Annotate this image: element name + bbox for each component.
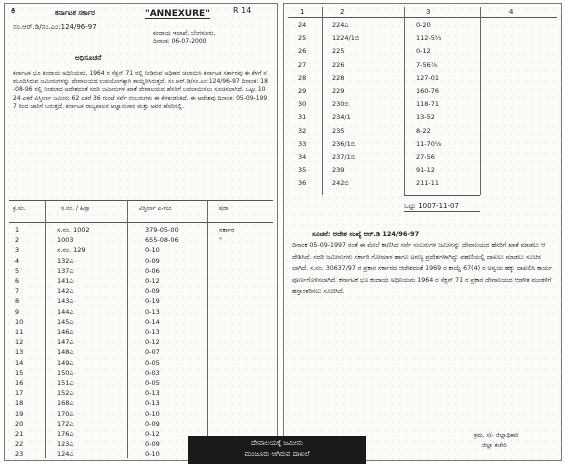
row-area: 0-05 [145, 379, 160, 387]
row-survey-number: 170ಎ [57, 409, 74, 418]
row-serial: 17 [15, 389, 24, 398]
row-area: 0-05 [145, 358, 160, 367]
row-serial: 10 [15, 317, 24, 326]
row-area: 0-12 [145, 338, 160, 347]
row-area: 0-14 [145, 317, 160, 326]
annexure-title: "ANNEXURE" [145, 9, 210, 19]
table-header-sl: ಕ್ರ.ಸಂ. [13, 205, 26, 212]
column-number-1: 1 [300, 8, 305, 16]
table-row [284, 139, 561, 150]
table-row [284, 99, 561, 110]
column-number-3: 3 [426, 8, 431, 16]
document-date: ದಿನಾಂಕ: 06-07-2000 [153, 38, 207, 45]
row-survey-number: 230ಬಿ [332, 100, 349, 109]
row-area: 27-56 [416, 153, 435, 161]
row-survey-number: 148ಎ [57, 348, 74, 357]
table-row [284, 73, 561, 84]
row-area: 0-10 [145, 409, 160, 418]
row-serial: 5 [15, 266, 20, 275]
row-area: 0-12 [145, 277, 160, 285]
office-address: ಕಂದಾಯ ಇಲಾಖೆ, ಬೆಂಗಳೂರು, [153, 30, 216, 37]
row-survey-number: 239 [332, 166, 345, 175]
row-area: 0-13 [145, 399, 160, 408]
row-remarks: " [219, 236, 222, 245]
table-row [284, 46, 561, 57]
table-header-remarks: ಷರಾ [219, 205, 229, 212]
row-survey-number: ಸ.ನಂ. 1002 [57, 226, 90, 234]
row-area: 0-09 [145, 287, 160, 296]
row-serial: 35 [298, 166, 307, 175]
table-row [284, 126, 561, 137]
row-serial: 36 [298, 179, 307, 188]
row-area: 0-06 [145, 266, 160, 275]
table-row [284, 165, 561, 176]
signature-office: ಜಿಲ್ಲಾ ಕಚೇರಿ [482, 442, 507, 449]
row-survey-number: 225 [332, 47, 345, 56]
row-survey-number: 141ಎ [57, 277, 74, 285]
row-survey-number: 228 [332, 73, 345, 82]
row-survey-number: 151ಎ [57, 379, 74, 387]
row-area: 0-09 [145, 419, 160, 428]
row-survey-number: 172ಎ [57, 419, 74, 428]
row-survey-number: 144ಎ [57, 307, 74, 316]
row-area: 0-19 [145, 297, 160, 306]
row-area: 91-12 [416, 166, 435, 175]
row-serial: 24 [298, 21, 307, 29]
row-serial: 29 [298, 87, 307, 95]
row-survey-number: 132ಎ [57, 256, 74, 265]
row-area: 655-08-06 [145, 236, 179, 245]
row-survey-number: 142ಎ [57, 287, 74, 296]
row-area: 8-22 [416, 126, 431, 135]
row-area: 0-10 [145, 246, 160, 255]
row-serial: 6 [15, 277, 20, 285]
row-serial: 8 [15, 297, 20, 306]
row-area: 0-13 [145, 307, 160, 316]
row-survey-number: ಸ.ನಂ. 129 [57, 246, 86, 255]
row-area: 7-56⅞ [416, 60, 438, 69]
row-serial: 15 [15, 368, 24, 377]
row-area: 0-13 [145, 328, 160, 336]
row-survey-number: 236/1ಬಿ [332, 139, 356, 148]
row-area: 160-76 [416, 87, 440, 95]
row-survey-number: 176ಎ [57, 430, 74, 438]
row-area: 0-13 [145, 389, 160, 398]
top-left-mark: ಕಿ [11, 6, 16, 16]
table-top-rule [9, 200, 273, 201]
image-caption [188, 436, 366, 464]
row-serial: 21 [15, 430, 24, 438]
row-serial: 19 [15, 409, 24, 418]
row-area: 0-12 [145, 430, 160, 438]
row-serial: 27 [298, 60, 307, 69]
row-area: 0-07 [145, 348, 160, 357]
row-area: 0-10 [145, 450, 160, 459]
row-serial: 2 [15, 236, 20, 245]
signature: ಕ್ರಮ. ಸ/- ಜಿಲ್ಲಾಧಿಕಾರಿ [474, 432, 519, 439]
row-survey-number: 1224/1ಬಿ [332, 34, 360, 43]
row-serial: 23 [15, 450, 24, 459]
row-serial: 25 [298, 34, 307, 43]
row-serial: 26 [298, 47, 307, 56]
table-row [284, 60, 561, 71]
row-survey-number: 242ಬಿ [332, 179, 349, 188]
row-survey-number: 123ಎ [57, 440, 74, 449]
table-top-rule [288, 17, 557, 18]
row-survey-number: 229 [332, 87, 345, 95]
row-survey-number: 149ಎ [57, 358, 74, 367]
row-serial: 20 [15, 419, 24, 428]
row-survey-number: 235 [332, 126, 345, 135]
row-survey-number: 237/1ಬಿ [332, 153, 356, 161]
table-header-rule [9, 222, 273, 223]
row-serial: 7 [15, 287, 20, 296]
row-area: 127-01 [416, 73, 440, 82]
row-survey-number: 147ಎ [57, 338, 74, 347]
row-area: 112-5⅔ [416, 34, 442, 43]
row-remarks: ಸರ್ಕಾರ [219, 226, 235, 234]
row-survey-number: 146ಎ [57, 328, 74, 336]
row-survey-number: 234/1 [332, 113, 351, 122]
total-underline [404, 211, 480, 212]
row-survey-number: 152ಎ [57, 389, 74, 398]
note-body: ದಿನಾಂಕ 05-09-1997 ರಂತೆ ಈ ಮೇಲೆ ಕಾಣಿಸಿದ ಸರ್ವೆ ನಂಬರುಗಳ ಜಮೀನನ್ನು ದೇವಾಲಯದ ಹೆಸರಿಗೆ ಖಾತೆ ಮಾಡಲು ಆದೇಶಿಸಿದೆ. ಸದರಿ ಜಮೀನುಗಳು ಸರ್ಕಾರಿ ಗೋಮಾಳ ಹಾಗೂ ಅರಣ್ಯ ಪ್ರದೇಶಗಳಾಗಿದ್ದು ಪಹಣಿಯಲ್ಲಿ ದಾಖಲು ಮಾಡಲು ಸೂಚಿಸಲಾಗಿದೆ. ಸ.ನಂ. 30637/97 ರ ಪ್ರಕಾರ ಸರ್ಕಾರದ ಆದೇಶದಂತೆ 1969 ರ ಕಾಯ್ದೆ 67(4) ರ ಅನ್ವಯ ಹಕ್ಕು ದಾಖಲಿಸಿ ಕಾರ್ಯ ಪೂರ್ಣಗೊಳಿಸಲಾಗಿದೆ. ಕರ್ನಾಟಕ ಭೂ ಕಂದಾಯ ಅಧಿನಿಯಮ 1964 ರ ಸೆಕ್ಷನ್ 71 ರ ಪ್ರಕಾರ ದೇವಾಲಯದ ಆಡಳಿತ ಮಂಡಳಿಗೆ ಹಸ್ತಾಂತರಿಸಲು ಸೂಚಿಸಿದೆ. [292, 242, 553, 296]
row-area: 118-71 [416, 100, 440, 109]
row-survey-number: 137ಎ [57, 266, 74, 275]
row-survey-number: 143ಎ [57, 297, 74, 306]
row-serial: 9 [15, 307, 20, 316]
right-document-page [283, 3, 562, 461]
column-number-2: 2 [340, 8, 345, 16]
row-survey-number: 226 [332, 60, 345, 69]
row-area: 0-20 [416, 21, 431, 29]
row-serial: 34 [298, 153, 307, 161]
row-serial: 30 [298, 100, 307, 109]
row-survey-number: 224ಎ [332, 21, 349, 29]
total-rule [404, 195, 480, 196]
annexure-number: R 14 [233, 6, 252, 15]
row-survey-number: 124ಎ [57, 450, 74, 459]
row-serial: 32 [298, 126, 307, 135]
table-row [284, 86, 561, 97]
row-area: 13-52 [416, 113, 435, 122]
row-serial: 12 [15, 338, 24, 347]
table-row [284, 152, 561, 163]
row-serial: 22 [15, 440, 24, 449]
notification-body: ಕರ್ನಾಟಕ ಭೂ ಕಂದಾಯ ಅಧಿನಿಯಮ, 1964 ರ ಸೆಕ್ಷನ್ 71 ರಲ್ಲಿ ನೀಡಿರುವ ಅಧಿಕಾರ ಚಲಾಯಿಸಿ ಕರ್ನಾಟಕ ಸರ್ಕಾರವು ಈ ಕೆಳಗೆ ನಮೂದಿಸಿರುವ ಜಮೀನುಗಳನ್ನು ದೇವಾಲಯದ ಉಪಯೋಗಕ್ಕಾಗಿ ಕಾಯ್ದಿರಿಸಿರುತ್ತದೆ. ಸಂ.ಆರ್.ಡಿ/ಸಂ.ಎಂ:124/96-97 ದಿನಾಂಕ: 18-08-96 ರಲ್ಲಿ ನೀಡಲಾದ ಆದೇಶದಂತೆ ಸದರಿ ಜಮೀನುಗಳ ಖಾತೆ ದೇವಾಲಯದ ಹೆಸರಿಗೆ ಬದಲಾಯಿಸಲು ಸೂಚಿಸಲಾಗಿದೆ. ಒಟ್ಟು 1024 ಎಕರೆ ವಿಸ್ತೀರ್ಣ ಜಮೀನು 62 ಎಕರೆ 36 ಗುಂಟೆ ಸರ್ವೆ ನಂಬರುಗಳು ಈ ಕೆಳಕಂಡಂತಿದೆ. ಈ ಆದೇಶವು ದಿನಾಂಕ: 05-09-1997 ರಿಂದ ಜಾರಿಗೆ ಬರುತ್ತದೆ. ಕರ್ನಾಟಕ ರಾಜ್ಯಪಾಲರ ಆಜ್ಞಾನುಸಾರ ಮತ್ತು ಅವರ ಹೆಸರಿನಲ್ಲಿ. [13, 70, 268, 110]
row-serial: 13 [15, 348, 24, 357]
row-serial: 11 [15, 328, 24, 336]
row-serial: 1 [15, 226, 20, 234]
subject-heading: ಅಧಿಸೂಚನೆ [75, 54, 102, 62]
caption-line-1: ದೇವಾಲಯಕ್ಕೆ ಜಮೀನು [251, 439, 303, 447]
row-serial: 3 [15, 246, 20, 255]
table-header-survey: ಸ.ನಂ. / ಹಿಸ್ಸಾ [61, 205, 90, 212]
table-row [284, 112, 561, 123]
row-area: 379-05-00 [145, 226, 179, 234]
table-row [284, 178, 561, 189]
head-office: ಕರ್ನಾಟಕ ಸರ್ಕಾರ [55, 9, 95, 17]
table-header-area: ವಿಸ್ತೀರ್ಣ ಎ-ಗುಂ [139, 205, 172, 212]
row-serial: 14 [15, 358, 24, 367]
row-serial: 33 [298, 139, 307, 148]
row-survey-number: 150ಎ [57, 368, 74, 377]
row-area: 211-11 [416, 179, 440, 188]
row-serial: 16 [15, 379, 24, 387]
row-serial: 18 [15, 399, 24, 408]
column-number-4: 4 [509, 8, 514, 16]
table-row [284, 33, 561, 44]
row-serial: 28 [298, 73, 307, 82]
table-row [284, 20, 561, 31]
left-document-page [4, 3, 278, 461]
row-area: 0-03 [145, 368, 160, 377]
row-survey-number: 168ಎ [57, 399, 74, 408]
row-serial: 4 [15, 256, 20, 265]
total-line: ಒಟ್ಟು 1007-11-07 [404, 202, 459, 210]
row-serial: 31 [298, 113, 307, 122]
reference-number: ಸಂ.ಆರ್.ಡಿ/ಸಂ.ಎಂ:124/96-97 [13, 23, 97, 31]
row-area: 0-09 [145, 440, 160, 449]
row-survey-number: 1003 [57, 236, 74, 245]
caption-line-2: ಮಂಜೂರು ಆಗಿರುವ ದಾಖಲೆ [244, 450, 310, 458]
row-area: 0-12 [416, 47, 431, 56]
row-survey-number: 145ಎ [57, 317, 74, 326]
note-heading: ಸೂಚನೆ: ಆದೇಶ ಸಂಖ್ಯೆ ಆರ್.ಡಿ 124/96-97 [312, 230, 420, 238]
row-area: 11-70⅝ [416, 139, 442, 148]
row-area: 0-09 [145, 256, 160, 265]
